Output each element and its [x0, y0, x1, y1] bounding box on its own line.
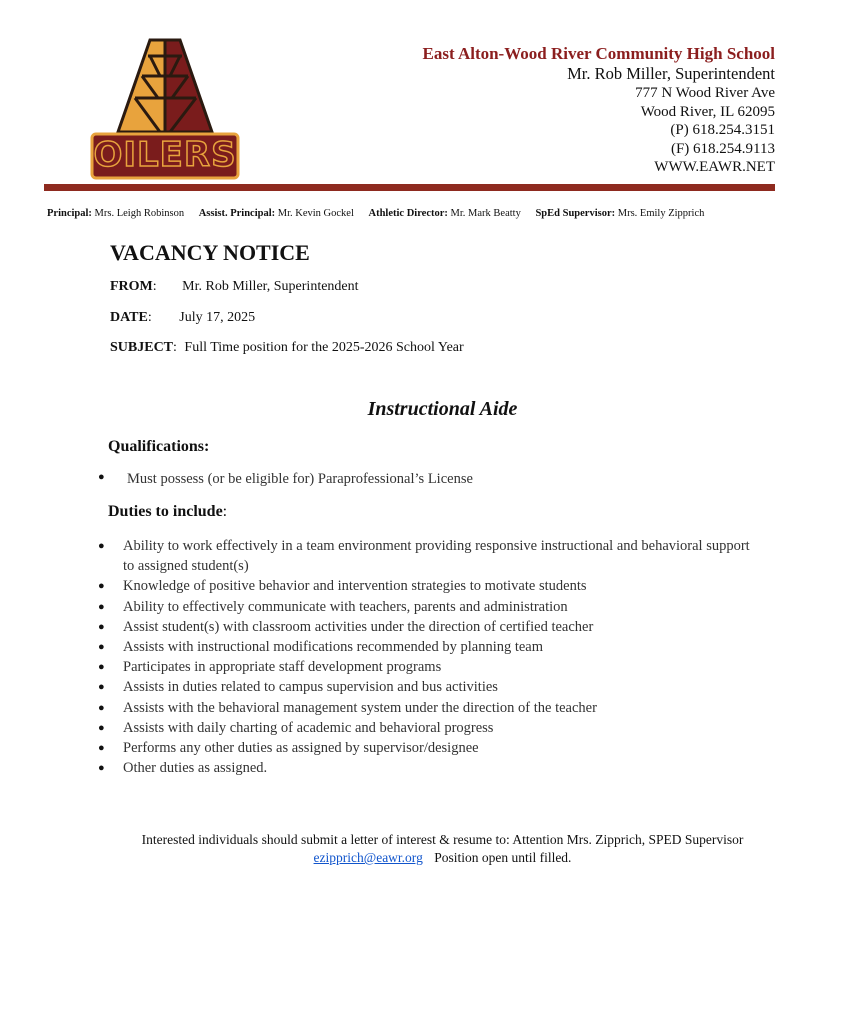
fax-number: (F) 618.254.9113	[670, 140, 775, 157]
from-value: Mr. Rob Miller, Superintendent	[182, 279, 359, 294]
address-line-1: 777 N Wood River Ave	[635, 85, 775, 101]
list-item: ● Knowledge of positive behavior and intervention strategies to motivate students	[98, 576, 758, 596]
position-title: Instructional Aide	[367, 398, 518, 420]
instructions-text: Interested individuals should submit a letter of interest & resume to: Attention Mrs. Zipprich, SPED Supervisor	[141, 832, 744, 847]
date-line: DATE: July 17, 2025	[110, 310, 256, 325]
date-value: July 17, 2025	[179, 310, 256, 325]
school-name: East Alton-Wood River Community High School	[422, 44, 775, 63]
from-line: FROM: Mr. Rob Miller, Superintendent	[110, 279, 359, 294]
list-item: ● Performs any other duties as assigned by supervisor/designee	[98, 738, 758, 758]
staff-directory	[47, 208, 716, 219]
list-item: ● Ability to effectively communicate with teachers, parents and administration	[98, 597, 758, 617]
letterhead	[423, 44, 775, 177]
bullet-icon: ●	[98, 600, 105, 613]
staff-athletic-director: Athletic Director: Mr. Mark Beatty	[368, 208, 521, 219]
list-item: ● Must possess (or be eligible for) Paraprofessional’s License	[98, 471, 473, 487]
list-item: ● Participates in appropriate staff development programs	[98, 657, 758, 677]
list-item: ● Assists with the behavioral management system under the direction of the teacher	[98, 698, 758, 718]
staff-assistant-principal: Assist. Principal: Mr. Kevin Gockel	[198, 208, 354, 219]
bullet-icon: ●	[98, 580, 105, 593]
qualifications-list	[98, 471, 473, 488]
list-item: ● Assists with daily charting of academic and behavioral progress	[98, 718, 758, 738]
list-item: ● Assists in duties related to campus supervision and bus activities	[98, 677, 758, 697]
staff-sped-supervisor: SpEd Supervisor: Mrs. Emily Zipprich	[535, 208, 705, 219]
logo-wordmark: OILERS	[93, 135, 237, 175]
notice-title: VACANCY NOTICE	[110, 240, 310, 265]
contact-email-link[interactable]: ezipprich@eawr.org	[313, 850, 423, 865]
subject-line: SUBJECT: Full Time position for the 2025-2026 School Year	[110, 340, 464, 355]
bullet-icon: ●	[98, 762, 105, 775]
duties-heading: Duties to include:	[108, 503, 228, 520]
website: WWW.EAWR.NET	[654, 159, 775, 175]
list-item: ● Other duties as assigned.	[98, 758, 758, 778]
bullet-icon: ●	[98, 681, 105, 694]
bullet-icon: ●	[98, 661, 105, 674]
school-logo	[90, 36, 240, 184]
bullet-icon: ●	[98, 620, 105, 633]
bullet-icon: ●	[98, 742, 105, 755]
list-item: ● Assists with instructional modifications recommended by planning team	[98, 637, 758, 657]
bullet-icon: ●	[98, 471, 105, 483]
subject-value: Full Time position for the 2025-2026 School Year	[184, 340, 464, 355]
bullet-icon: ●	[98, 701, 105, 714]
staff-principal: Principal: Mrs. Leigh Robinson	[47, 208, 185, 219]
open-until-filled-text: Position open until filled.	[434, 850, 572, 865]
application-instructions	[0, 831, 844, 867]
list-item: ● Ability to work effectively in a team environment providing responsive instructional and behavioral support to assigned student(s)	[98, 538, 750, 575]
list-item: ● Assist student(s) with classroom activities under the direction of certified teacher	[98, 617, 758, 637]
duties-list	[98, 536, 758, 778]
qualifications-heading: Qualifications:	[108, 438, 210, 455]
superintendent-line: Mr. Rob Miller, Superintendent	[567, 64, 775, 83]
bullet-icon: ●	[98, 641, 105, 654]
phone-number: (P) 618.254.3151	[670, 122, 775, 138]
bullet-icon: ●	[98, 540, 105, 552]
letterhead-divider	[44, 184, 775, 191]
address-line-2: Wood River, IL 62095	[640, 103, 775, 120]
bullet-icon: ●	[98, 721, 105, 734]
